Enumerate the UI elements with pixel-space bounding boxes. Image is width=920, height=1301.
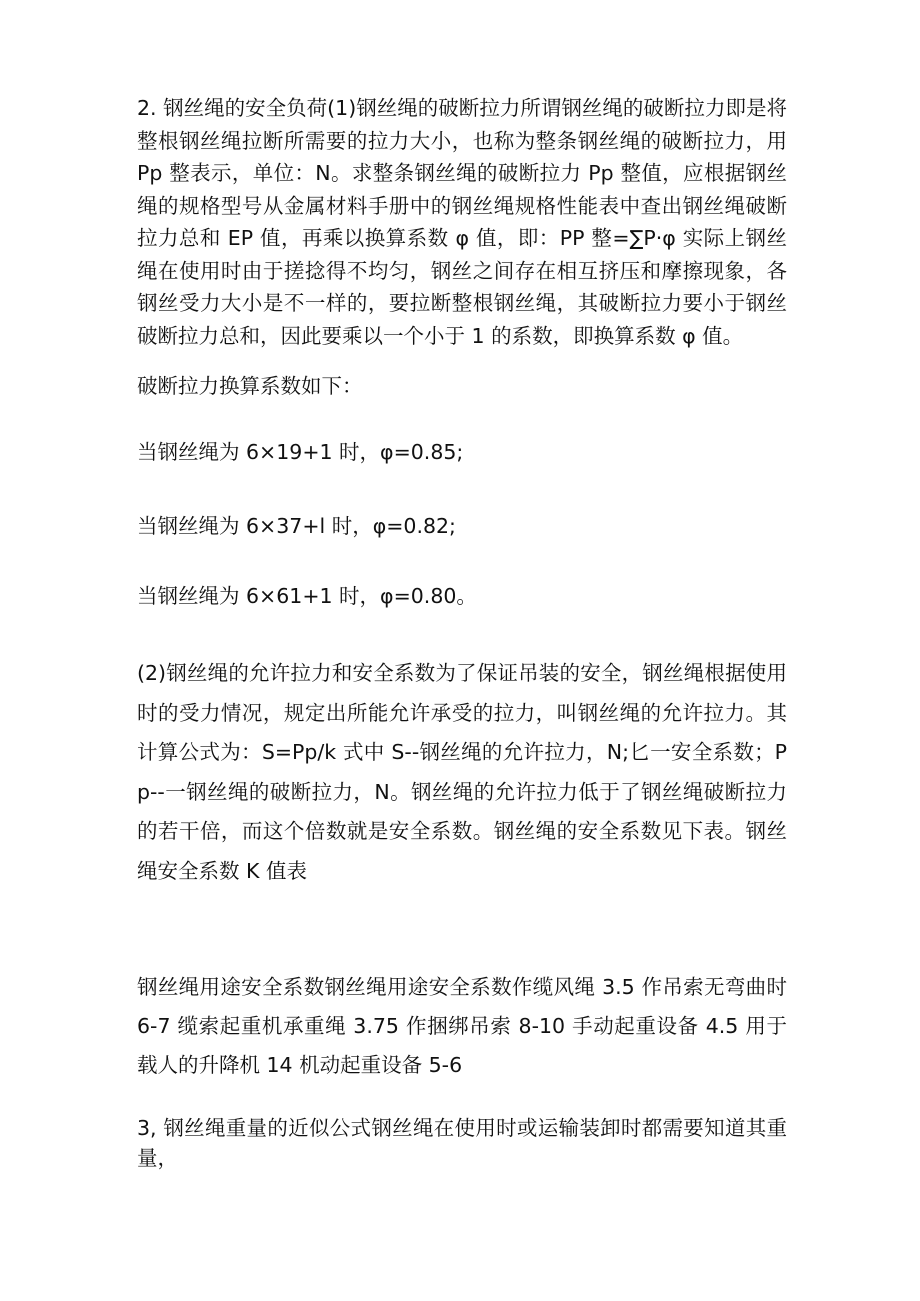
paragraph-coefficient-6x61: 当钢丝绳为 6×61+1 时，φ=0.80。 <box>137 584 477 608</box>
paragraph-allowable-tension: (2)钢丝绳的允许拉力和安全系数为了保证吊装的安全，钢丝绳根据使用时的受力情况，规定出所能允许承受的拉力，叫钢丝绳的允许拉力。其计算公式为：S=Pp/k 式中 S--钢丝绳的允许拉力，N;匕一安全系数；Pp--一钢丝绳的破断拉力，N。钢丝绳的允许拉力低于了钢丝绳破断拉力的若干倍，而这个倍数就是安全系数。钢丝绳的安全系数见下表。钢丝绳安全系数 K 值表 <box>137 661 787 883</box>
paragraph-weight-formula: 3, 钢丝绳重量的近似公式钢丝绳在使用时或运输装卸时都需要知道其重量， <box>137 1116 787 1170</box>
paragraph-coefficient-6x37: 当钢丝绳为 6×37+l 时，φ=0.82; <box>137 514 456 538</box>
paragraph-coefficient-intro: 破断拉力换算系数如下： <box>137 374 363 398</box>
paragraph-safety-factor-table: 钢丝绳用途安全系数钢丝绳用途安全系数作缆风绳 3.5 作吊索无弯曲时 6-7 缆索起重机承重绳 3.75 作捆绑吊索 8-10 手动起重设备 4.5 用于载人的升降机 14 机动起重设备 5-6 <box>137 975 787 1077</box>
paragraph-safe-load: 2. 钢丝绳的安全负荷(1)钢丝绳的破断拉力所谓钢丝绳的破断拉力即是将整根钢丝绳拉断所需要的拉力大小，也称为整条钢丝绳的破断拉力，用 Pp 整表示，单位：N。求整条钢丝绳的破断拉力 Pp 整值，应根据钢丝绳的规格型号从金属材料手册中的钢丝绳规格性能表中查出钢丝绳破断拉力总和 EP 值，再乘以换算系数 φ 值，即：PP 整=∑P·φ 实际上钢丝绳在使用时由于搓捻得不均匀，钢丝之间存在相互挤压和摩擦现象，各钢丝受力大小是不一样的，要拉断整根钢丝绳，其破断拉力要小于钢丝破断拉力总和，因此要乘以一个小于 1 的系数，即换算系数 φ 值。 <box>137 96 787 348</box>
paragraph-coefficient-6x19: 当钢丝绳为 6×19+1 时，φ=0.85; <box>137 440 464 464</box>
